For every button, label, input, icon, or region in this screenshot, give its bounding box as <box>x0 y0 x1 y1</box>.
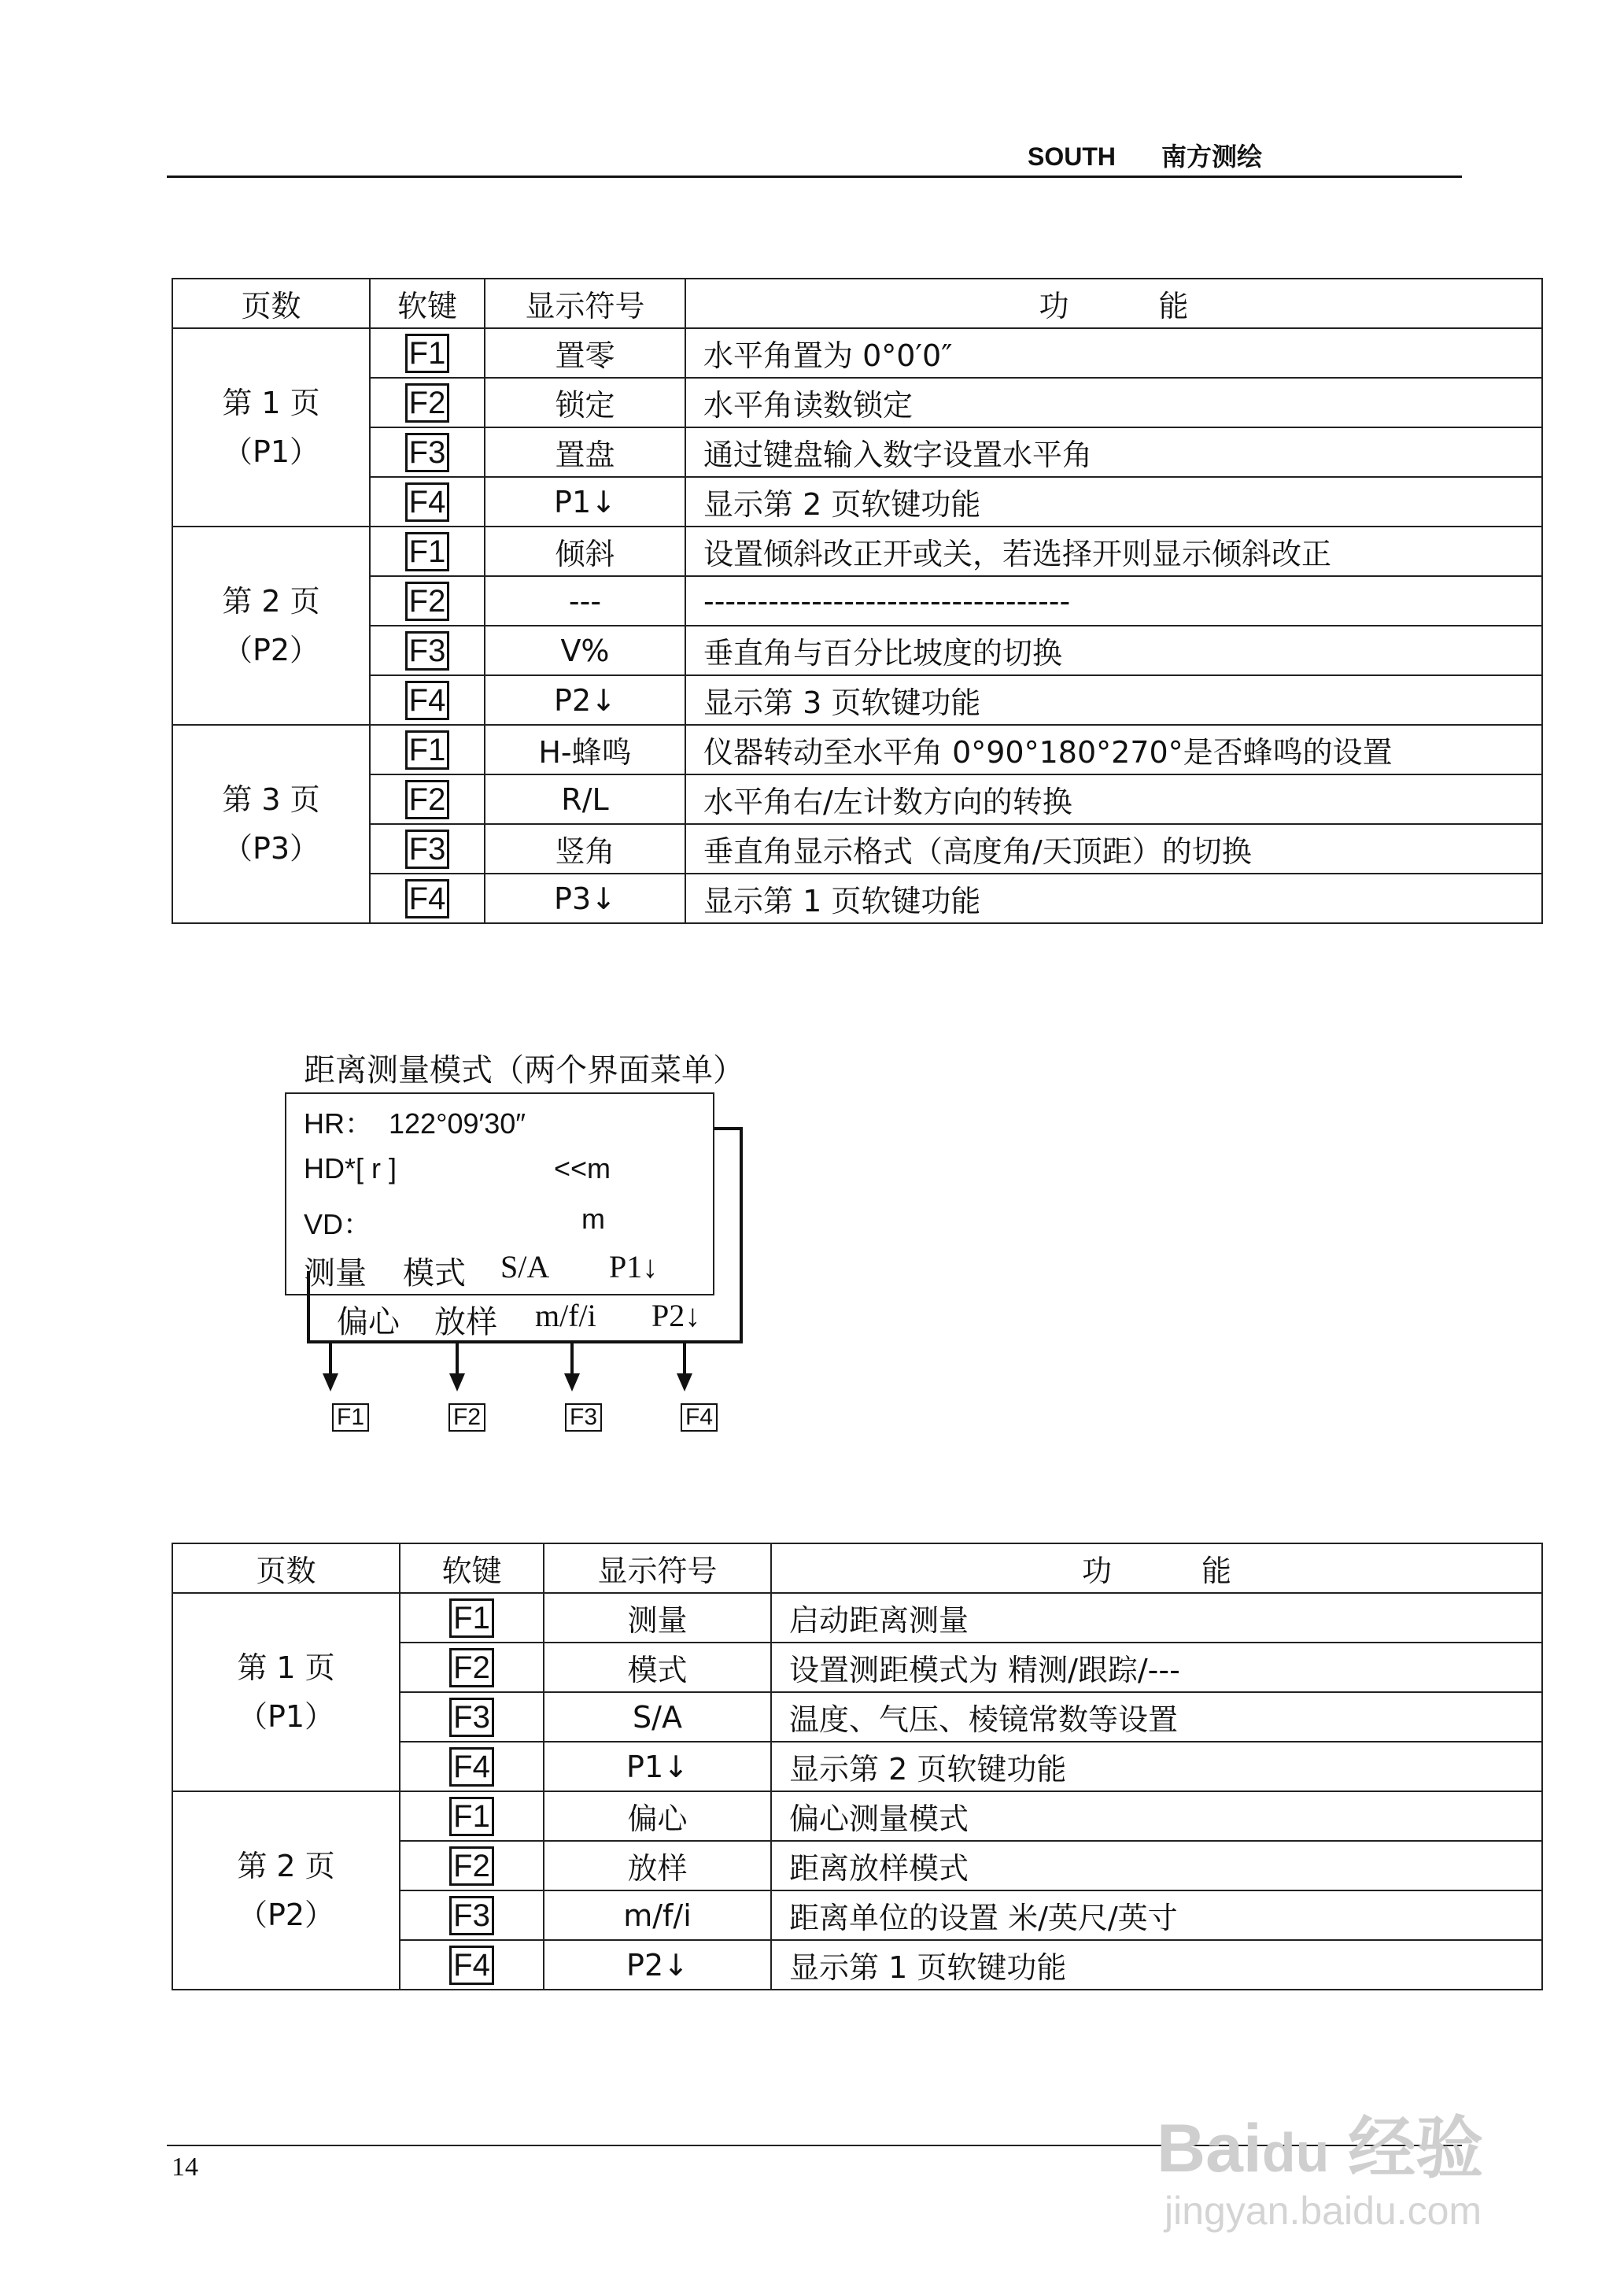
softkey-cell <box>400 1890 544 1940</box>
page-code: （P2） <box>222 633 320 667</box>
page-label: 第 3 页 <box>222 782 320 817</box>
page-code: （P1） <box>237 1699 335 1734</box>
function-cell: 水平角右/左计数方向的转换 <box>685 774 1542 824</box>
header-symbol: 显示符号 <box>485 279 685 328</box>
softkey-label: F1 <box>449 1598 494 1638</box>
page-cell <box>172 725 370 923</box>
f1-key: F1 <box>332 1403 369 1432</box>
arrow-down-icon <box>564 1342 580 1391</box>
function-cell: 显示第 1 页软键功能 <box>685 874 1542 923</box>
softkey-label: F1 <box>405 334 450 373</box>
softkey-cell <box>400 1643 544 1692</box>
function-cell: 设置测距模式为 精测/跟踪/--- <box>771 1643 1542 1692</box>
softkey-cell <box>370 675 485 725</box>
symbol-cell: 竖角 <box>485 824 685 874</box>
softkey-cell <box>400 1692 544 1742</box>
function-cell: ---------------------------------- <box>685 576 1542 626</box>
table-row <box>172 1593 1542 1643</box>
softkey-label: F4 <box>405 482 450 522</box>
arrow-down-icon <box>449 1342 465 1391</box>
menu1-measure: 测量 <box>304 1255 367 1291</box>
table-row <box>172 378 1542 427</box>
softkey-cell <box>370 378 485 427</box>
header-rule <box>167 176 1462 178</box>
softkey-cell <box>400 1791 544 1841</box>
symbol-cell: 模式 <box>544 1643 771 1692</box>
table-row <box>172 774 1542 824</box>
arrow-down-icon <box>323 1342 338 1391</box>
softkey-label: F3 <box>449 1896 494 1935</box>
softkey-label: F4 <box>449 1946 494 1985</box>
header-page: 页数 <box>172 1543 400 1593</box>
lcd-display <box>285 1092 714 1295</box>
symbol-cell: 放样 <box>544 1841 771 1890</box>
function-cell: 距离单位的设置 米/英尺/英寸 <box>771 1890 1542 1940</box>
table-row <box>172 527 1542 576</box>
f3-key: F3 <box>565 1403 602 1432</box>
header-softkey: 软键 <box>400 1543 544 1593</box>
softkey-label: F2 <box>449 1846 494 1886</box>
table-row <box>172 874 1542 923</box>
arrows <box>323 1342 692 1391</box>
softkey-cell <box>370 774 485 824</box>
vd-unit: m <box>581 1203 605 1235</box>
table-row <box>172 477 1542 527</box>
softkey-label: F4 <box>449 1747 494 1787</box>
menu2-p2: P2↓ <box>651 1298 701 1333</box>
table-row <box>172 725 1542 774</box>
page-code: （P1） <box>222 434 320 469</box>
distance-softkey-table <box>172 1543 1543 1990</box>
menu1-p1: P1↓ <box>609 1249 659 1284</box>
function-cell: 通过键盘输入数字设置水平角 <box>685 427 1542 477</box>
softkey-cell <box>370 427 485 477</box>
table-header-row <box>172 279 1542 328</box>
vd-label: VD： <box>304 1208 372 1240</box>
header-function: 功 能 <box>771 1543 1542 1593</box>
function-cell: 仪器转动至水平角 0°90°180°270°是否蜂鸣的设置 <box>685 725 1542 774</box>
softkey-cell <box>370 527 485 576</box>
header-page: 页数 <box>172 279 370 328</box>
function-cell: 显示第 2 页软键功能 <box>685 477 1542 527</box>
page-code: （P2） <box>237 1898 335 1932</box>
softkey-label: F2 <box>449 1648 494 1687</box>
symbol-cell: H-蜂鸣 <box>485 725 685 774</box>
symbol-cell: --- <box>485 576 685 626</box>
page-label: 第 1 页 <box>237 1650 335 1685</box>
table-row <box>172 328 1542 378</box>
symbol-cell: S/A <box>544 1692 771 1742</box>
softkey-cell <box>370 328 485 378</box>
symbol-cell: m/f/i <box>544 1890 771 1940</box>
hd-unit: <<m <box>554 1152 611 1184</box>
softkey-cell <box>400 1940 544 1990</box>
page-cell <box>172 527 370 725</box>
softkey-cell <box>370 626 485 675</box>
function-cell: 显示第 2 页软键功能 <box>771 1742 1542 1791</box>
symbol-cell: 测量 <box>544 1593 771 1643</box>
softkey-cell <box>400 1742 544 1791</box>
softkey-label: F1 <box>405 730 450 770</box>
symbol-cell: P2↓ <box>485 675 685 725</box>
softkey-label: F2 <box>405 582 450 621</box>
page-code: （P3） <box>222 831 320 866</box>
softkey-cell <box>370 874 485 923</box>
f2-key: F2 <box>448 1403 485 1432</box>
symbol-cell: 偏心 <box>544 1791 771 1841</box>
symbol-cell: 置零 <box>485 328 685 378</box>
angle-softkey-table <box>172 278 1543 924</box>
symbol-cell: P2↓ <box>544 1940 771 1990</box>
hd-label: HD*[ r ] <box>304 1152 397 1184</box>
company-label: 南方测绘 <box>1161 142 1263 171</box>
diagram-title: 距离测量模式（两个界面菜单） <box>304 1052 744 1088</box>
function-cell: 水平角读数锁定 <box>685 378 1542 427</box>
softkey-label: F1 <box>405 532 450 571</box>
page-cell <box>172 1593 400 1791</box>
function-cell: 距离放样模式 <box>771 1841 1542 1890</box>
page-number: 14 <box>172 2153 198 2182</box>
table-row <box>172 626 1542 675</box>
baidu-watermark-logo: Baidu 经验 <box>1157 2111 1484 2186</box>
f4-key: F4 <box>681 1403 718 1432</box>
softkey-cell <box>370 576 485 626</box>
symbol-cell: V% <box>485 626 685 675</box>
softkey-cell <box>370 477 485 527</box>
baidu-watermark-url: jingyan.baidu.com <box>1164 2189 1482 2233</box>
function-cell: 启动距离测量 <box>771 1593 1542 1643</box>
page-label: 第 2 页 <box>222 584 320 619</box>
header-function: 功 能 <box>685 279 1542 328</box>
table-row <box>172 824 1542 874</box>
header-softkey: 软键 <box>370 279 485 328</box>
function-cell: 偏心测量模式 <box>771 1791 1542 1841</box>
symbol-cell: P1↓ <box>485 477 685 527</box>
page-header <box>1028 137 1262 173</box>
function-cell: 垂直角与百分比坡度的切换 <box>685 626 1542 675</box>
table-row <box>172 576 1542 626</box>
softkey-cell <box>400 1593 544 1643</box>
table-row <box>172 427 1542 477</box>
hr-readout: HR： 122°09′30″ <box>304 1107 526 1140</box>
softkey-label: F3 <box>405 631 450 671</box>
softkey-label: F2 <box>405 383 450 423</box>
page-label: 第 1 页 <box>222 386 320 420</box>
symbol-cell: 锁定 <box>485 378 685 427</box>
symbol-cell: P1↓ <box>544 1742 771 1791</box>
page-cell <box>172 328 370 527</box>
symbol-cell: 置盘 <box>485 427 685 477</box>
page-label: 第 2 页 <box>237 1849 335 1883</box>
softkey-label: F2 <box>405 780 450 819</box>
menu2-offset: 偏心 <box>337 1304 400 1340</box>
function-cell: 显示第 1 页软键功能 <box>771 1940 1542 1990</box>
softkey-label: F3 <box>449 1698 494 1737</box>
softkey-label: F4 <box>405 879 450 918</box>
header-symbol: 显示符号 <box>544 1543 771 1593</box>
softkey-cell <box>400 1841 544 1890</box>
menu2-stakeout: 放样 <box>434 1304 497 1340</box>
arrow-down-icon <box>677 1342 692 1391</box>
softkey-label: F1 <box>449 1797 494 1836</box>
softkey-cell <box>370 725 485 774</box>
page-cell <box>172 1791 400 1990</box>
symbol-cell: P3↓ <box>485 874 685 923</box>
symbol-cell: 倾斜 <box>485 527 685 576</box>
brand-label: SOUTH <box>1028 142 1116 171</box>
menu1-sa: S/A <box>500 1249 550 1284</box>
menu1-mode: 模式 <box>403 1255 466 1291</box>
function-cell: 显示第 3 页软键功能 <box>685 675 1542 725</box>
table-header-row <box>172 1543 1542 1593</box>
softkey-label: F4 <box>405 681 450 720</box>
softkey-label: F3 <box>405 830 450 869</box>
function-cell: 设置倾斜改正开或关，若选择开则显示倾斜改正 <box>685 527 1542 576</box>
menu2-unit: m/f/i <box>535 1298 596 1333</box>
table-row <box>172 1791 1542 1841</box>
table-row <box>172 675 1542 725</box>
function-cell: 温度、气压、棱镜常数等设置 <box>771 1692 1542 1742</box>
function-cell: 垂直角显示格式（高度角/天顶距）的切换 <box>685 824 1542 874</box>
function-cell: 水平角置为 0°0′0″ <box>685 328 1542 378</box>
softkey-label: F3 <box>405 433 450 472</box>
symbol-cell: R/L <box>485 774 685 824</box>
softkey-cell <box>370 824 485 874</box>
